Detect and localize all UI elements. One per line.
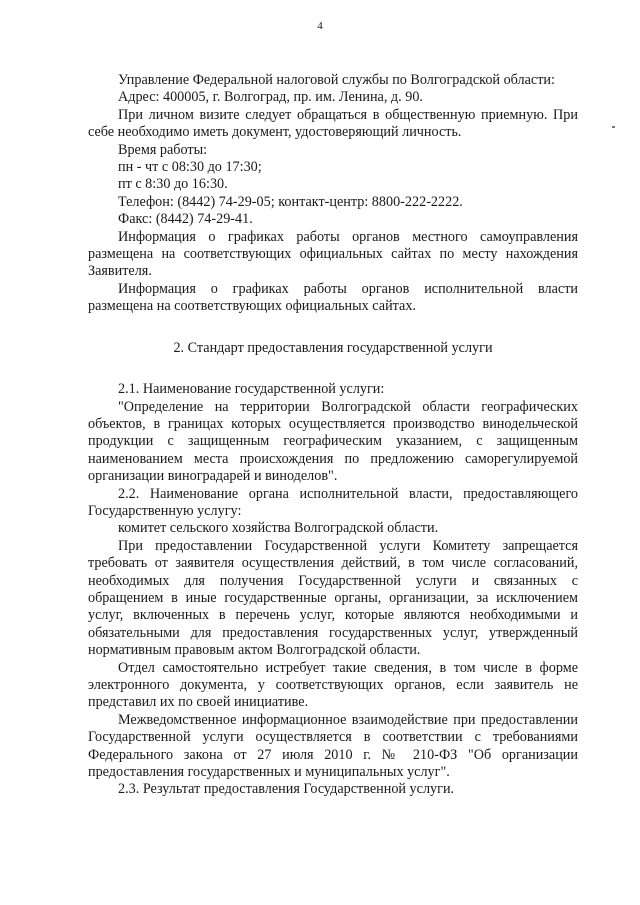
paragraph-address: Адрес: 400005, г. Волгоград, пр. им. Ленина, д. 90. xyxy=(118,89,423,106)
paragraph-service-name: "Определение на территории Волгоградской области географических объектов, в границах которых осуществляется производство винодельческой продукции с защищенным географическим указанием, с защищенным наименованием места происхождения по предложению саморегулируемой организации виноградарей и виноделов". xyxy=(88,398,578,485)
paragraph-fax: Факс: (8442) 74-29-41. xyxy=(118,211,253,228)
paragraph-prohibition: При предоставлении Государственной услуги Комитету запрещается требовать от заявителя осуществления действий, в том числе согласований, необходимых для получения Государственной услуги и связанных с обращением в иные государственные органы, организации, за исключением услуг, включенных в перечень услуг, которые являются необходимыми и обязательными для предоставления государственных услуг, утвержденный нормативным правовым актом Волгоградской области. xyxy=(88,537,578,659)
paragraph-local-gov-info: Информация о графиках работы органов местного самоуправления размещена на соответствующих официальных сайтах по месту нахождения Заявителя. xyxy=(88,228,578,280)
paragraph-2-2: 2.2. Наименование органа исполнительной власти, предоставляющего Государственную услугу: xyxy=(88,485,578,519)
paragraph-fns-title: Управление Федеральной налоговой службы по Волгоградской области: xyxy=(118,72,555,88)
paragraph-phone: Телефон: (8442) 74-29-05; контакт-центр: 8800-222-2222. xyxy=(118,193,463,210)
document-body xyxy=(88,72,578,799)
paragraph-exec-gov-info: Информация о графиках работы органов исполнительной власти размещена на соответствующих официальных сайтах. xyxy=(88,280,578,315)
page-number: 4 xyxy=(317,20,323,32)
paragraph-department: Отдел самостоятельно истребует такие сведения, в том числе в форме электронного документа, у соответствующих органов, если заявитель не представил их по своей инициативе. xyxy=(88,659,578,711)
paragraph-2-1: 2.1. Наименование государственной услуги: xyxy=(118,381,385,398)
paragraph-hours-fri: пт с 8:30 до 16:30. xyxy=(118,176,228,193)
paragraph-hours-mon-thu: пн - чт с 08:30 до 17:30; xyxy=(118,159,262,176)
paragraph-hours-label: Время работы: xyxy=(118,141,208,158)
paragraph-visit: При личном визите следует обращаться в общественную приемную. При себе необходимо иметь документ, удостоверяющий личность. xyxy=(88,106,578,141)
section-heading: 2. Стандарт предоставления государственной услуги xyxy=(173,339,493,356)
paragraph-2-3: 2.3. Результат предоставления Государственной услуги. xyxy=(118,781,455,798)
paragraph-committee: комитет сельского хозяйства Волгоградской области. xyxy=(118,520,439,537)
scan-mark xyxy=(612,126,615,128)
paragraph-interagency: Межведомственное информационное взаимодействие при предоставлении Государственной услуги осуществляется в соответствии с требованиями Федерального закона от 27 июля 2010 г. № 210-ФЗ "Об организации предоставления государственных и муниципальных услуг". xyxy=(88,711,578,781)
